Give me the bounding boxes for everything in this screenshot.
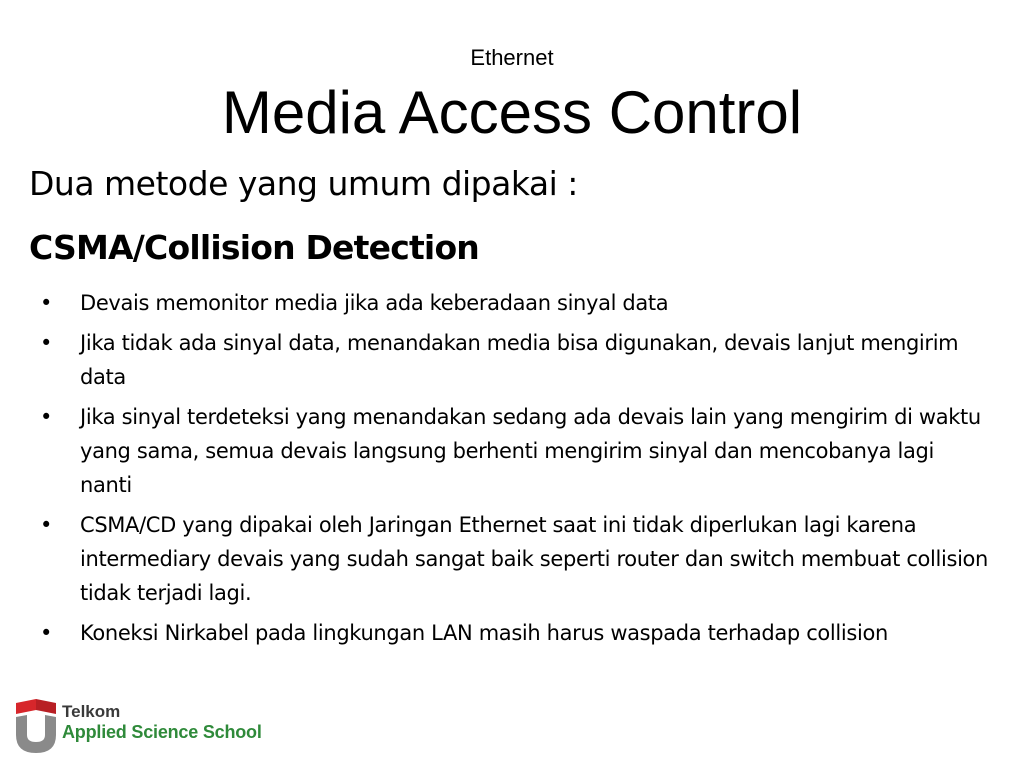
logo-gray-u bbox=[16, 715, 56, 753]
bullet-marker: • bbox=[40, 291, 53, 315]
bullet-item bbox=[40, 508, 990, 610]
bullet-marker: • bbox=[40, 405, 53, 429]
bullet-marker: • bbox=[40, 331, 53, 355]
bullet-marker: • bbox=[40, 513, 53, 537]
bullet-text: Jika tidak ada sinyal data, menandakan media bisa digunakan, devais lanjut mengirim data bbox=[80, 331, 959, 389]
logo-text-school: Applied Science School bbox=[62, 722, 262, 742]
logo-red-wing bbox=[16, 699, 36, 714]
slide-supertitle: Ethernet bbox=[470, 45, 554, 70]
bullet-marker: • bbox=[40, 621, 53, 645]
bullet-text: CSMA/CD yang dipakai oleh Jaringan Ethernet saat ini tidak diperlukan lagi karena intermediary devais yang sudah sangat baik seperti router dan switch membuat collision tidak terjadi lagi. bbox=[80, 513, 989, 605]
bullet-item bbox=[40, 286, 990, 320]
logo-red-wing-right bbox=[36, 699, 56, 714]
telkom-logo bbox=[16, 699, 286, 755]
bullet-text: Devais memonitor media jika ada keberadaan sinyal data bbox=[80, 291, 669, 315]
bullet-text: Koneksi Nirkabel pada lingkungan LAN masih harus waspada terhadap collision bbox=[80, 621, 888, 645]
slide-title: Media Access Control bbox=[221, 79, 803, 146]
bullet-text: Jika sinyal terdeteksi yang menandakan sedang ada devais lain yang mengirim di waktu yang sama, semua devais langsung berhenti mengirim sinyal dan mencobanya lagi nanti bbox=[80, 405, 981, 497]
bullet-item bbox=[40, 326, 990, 394]
bullet-item bbox=[40, 400, 990, 502]
telkom-logo-icon bbox=[16, 699, 56, 753]
logo-text-telkom: Telkom bbox=[62, 702, 121, 721]
bullet-item bbox=[40, 616, 990, 650]
method-heading: CSMA/Collision Detection bbox=[29, 228, 480, 267]
intro-text: Dua metode yang umum dipakai : bbox=[29, 164, 578, 203]
bullet-list bbox=[40, 286, 990, 656]
